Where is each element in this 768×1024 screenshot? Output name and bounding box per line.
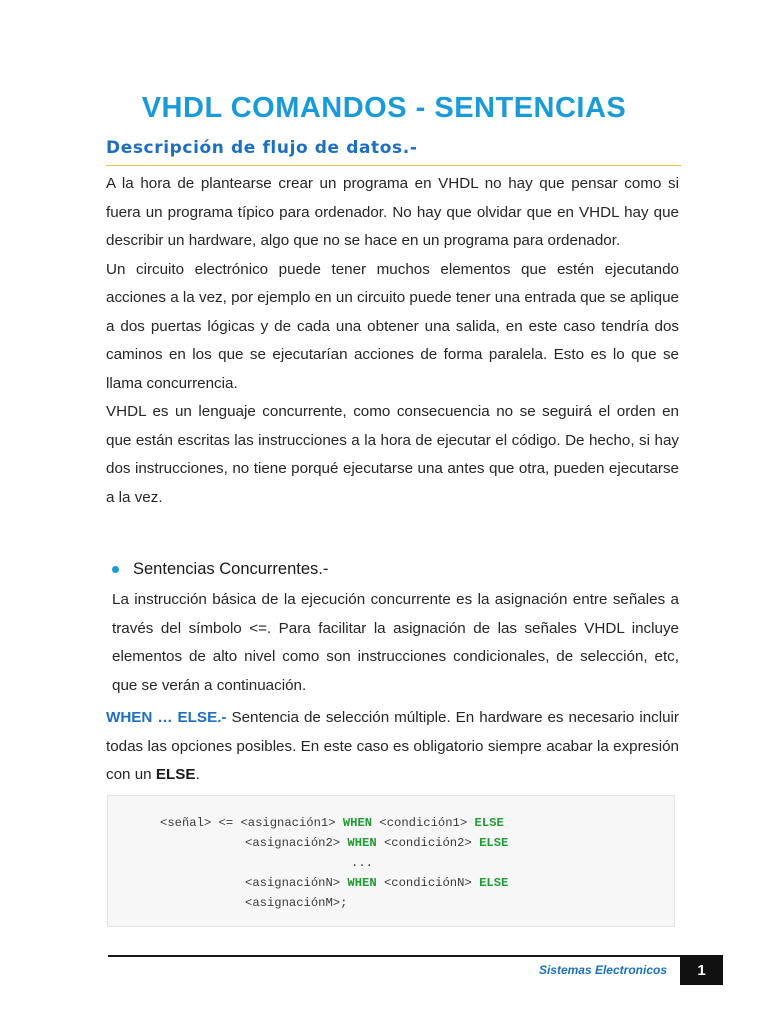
- code-keyword: ELSE: [474, 816, 504, 830]
- bullet-concurrent-sentences: [112, 556, 328, 582]
- when-else-text-a: Sentencia de selección múltiple. En hardware es necesario incluir todas las opciones posibles. En este caso es obligatorio siempre acabar la expresión con un: [106, 709, 679, 783]
- code-keyword: ELSE: [479, 836, 509, 850]
- else-bold-word: ELSE: [155, 766, 196, 783]
- code-text: <asignaciónN>: [245, 876, 348, 890]
- code-block: [107, 795, 675, 927]
- footer-rule: [108, 955, 680, 957]
- intro-paragraph-2: Un circuito electrónico puede tener muchos elementos que estén ejecutando acciones a la vez, por ejemplo en un circuito puede tener una entrada que se aplique a dos puertas lógicas y de cada una obtener una salida, en este caso tendría dos caminos en los que se ejecutarían acciones de forma paralela. Esto es lo que se llama concurrencia.: [106, 260, 679, 392]
- when-else-paragraph: [106, 704, 679, 790]
- code-keyword: ELSE: [479, 876, 509, 890]
- when-else-text-b: .: [195, 766, 200, 783]
- footer-label: Sistemas Electronicos: [538, 963, 667, 977]
- code-keyword: WHEN: [347, 836, 377, 850]
- concurrent-paragraph: La instrucción básica de la ejecución concurrente es la asignación entre señales a través del símbolo <=. Para facilitar la asignación de las señales VHDL incluye elementos de alto nivel como son instrucciones condicionales, de selección, etc, que se verán a continuación.: [112, 591, 679, 694]
- intro-paragraph-3: VHDL es un lenguaje concurrente, como consecuencia no se seguirá el orden en que están escritas las instrucciones a la hora de ejecutar el código. De hecho, si hay dos instrucciones, no tiene porqué ejecutarse una antes que otra, pueden ejecutarse a la vez.: [106, 403, 679, 506]
- code-text: <señal> <= <asignación1>: [160, 816, 343, 830]
- code-text: <condiciónN>: [376, 876, 480, 890]
- code-text: <condición2>: [376, 836, 480, 850]
- subtitle-underline: [106, 165, 681, 166]
- code-text: <asignación2>: [245, 836, 348, 850]
- code-keyword: WHEN: [347, 876, 377, 890]
- code-keyword: WHEN: [342, 816, 373, 830]
- bullet-dot-icon: [112, 566, 119, 573]
- when-else-keyword: WHEN … ELSE.-: [106, 709, 227, 726]
- code-line-1: [160, 816, 504, 830]
- bullet-label: Sentencias Concurrentes.-: [133, 559, 329, 578]
- intro-text-block: [106, 170, 679, 512]
- page-title: VHDL COMANDOS - SENTENCIAS: [141, 92, 627, 124]
- code-line-3: ...: [351, 856, 373, 870]
- code-line-2: [245, 836, 508, 850]
- page-number: 1: [680, 955, 723, 985]
- section-subtitle: Descripción de flujo de datos.-: [106, 138, 418, 158]
- code-line-4: [245, 876, 508, 890]
- code-text: <condición1>: [372, 816, 475, 830]
- code-line-5: <asignaciónM>;: [245, 896, 348, 910]
- intro-paragraph-1: A la hora de plantearse crear un programa en VHDL no hay que pensar como si fuera un programa típico para ordenador. No hay que olvidar que en VHDL hay que describir un hardware, algo que no se hace en un programa para ordenador.: [106, 175, 679, 249]
